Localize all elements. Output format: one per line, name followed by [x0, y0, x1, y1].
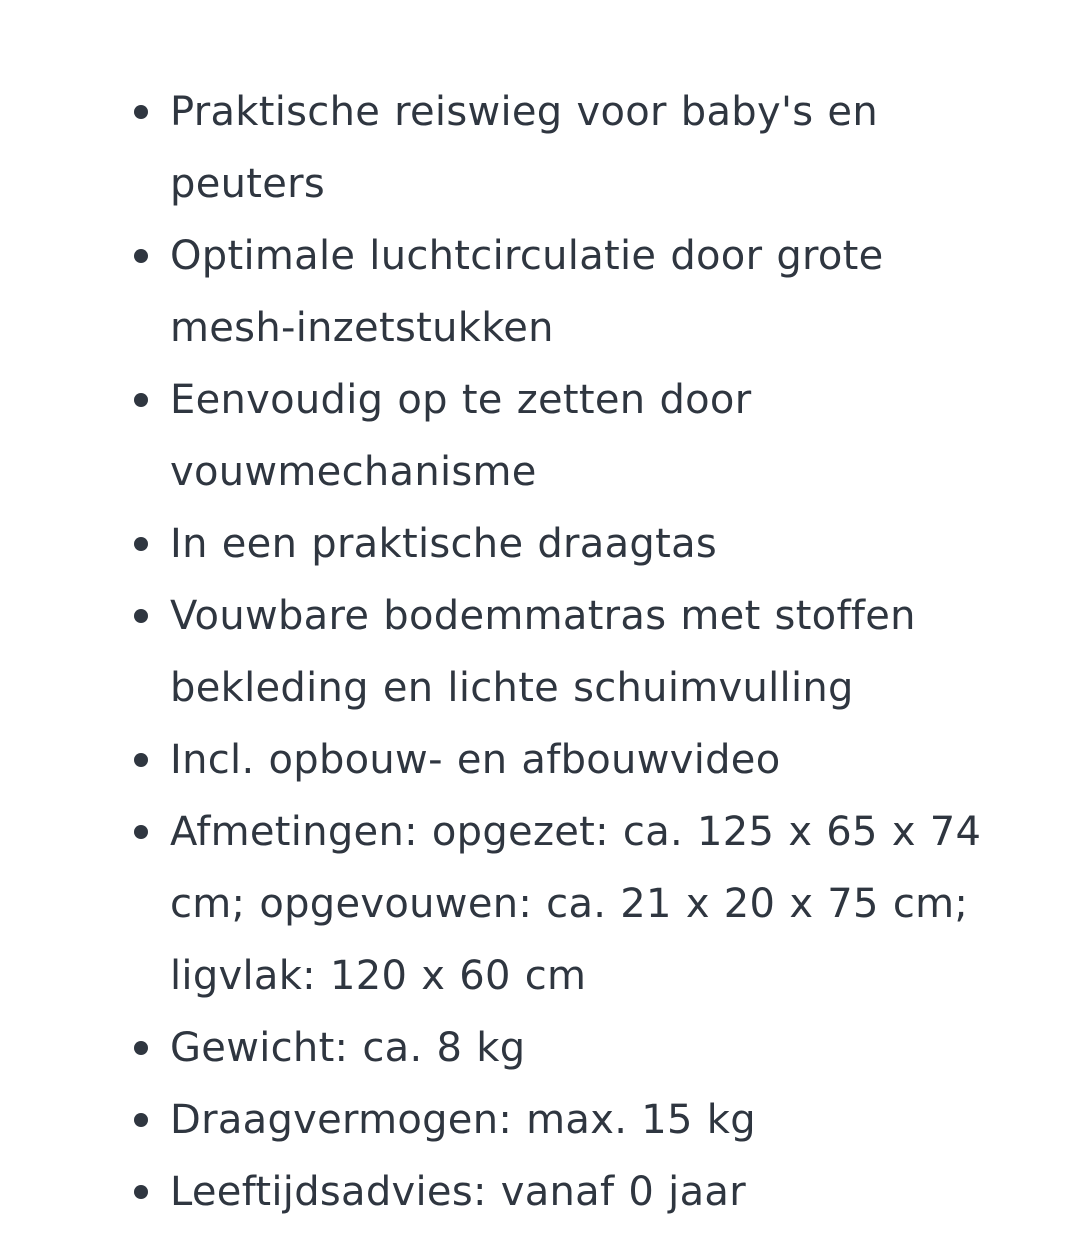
bullet-icon: [134, 825, 148, 839]
list-item: [128, 508, 998, 580]
list-item: [128, 76, 998, 220]
list-item: [128, 796, 998, 1012]
list-item: [128, 580, 998, 724]
list-item: [128, 1012, 998, 1084]
feature-text: In een praktische draagtas: [170, 521, 718, 567]
feature-text: Afmetingen: opgezet: ca. 125 x 65 x 74 cm; opgevouwen: ca. 21 x 20 x 75 cm; ligvlak: 120 x 60 cm: [170, 809, 982, 999]
feature-text: Praktische reiswieg voor baby's en peuters: [170, 89, 878, 207]
bullet-icon: [134, 249, 148, 263]
feature-text: Gewicht: ca. 8 kg: [170, 1025, 526, 1071]
list-item: [128, 364, 998, 508]
bullet-icon: [134, 105, 148, 119]
list-item: [128, 1084, 998, 1156]
feature-text: Leeftijdsadvies: vanaf 0 jaar: [170, 1169, 746, 1215]
bullet-icon: [134, 753, 148, 767]
list-item: [128, 1156, 998, 1228]
bullet-icon: [134, 1113, 148, 1127]
product-feature-list: [128, 76, 998, 1228]
feature-text: Incl. opbouw- en afbouwvideo: [170, 737, 781, 783]
feature-text: Vouwbare bodemmatras met stoffen bekleding en lichte schuimvulling: [170, 593, 916, 711]
feature-text: Eenvoudig op te zetten door vouwmechanisme: [170, 377, 752, 495]
bullet-icon: [134, 1041, 148, 1055]
bullet-icon: [134, 1185, 148, 1199]
bullet-icon: [134, 537, 148, 551]
list-item: [128, 724, 998, 796]
feature-text: Optimale luchtcirculatie door grote mesh-inzetstukken: [170, 233, 884, 351]
bullet-icon: [134, 609, 148, 623]
list-item: [128, 220, 998, 364]
feature-text: Draagvermogen: max. 15 kg: [170, 1097, 756, 1143]
bullet-icon: [134, 393, 148, 407]
